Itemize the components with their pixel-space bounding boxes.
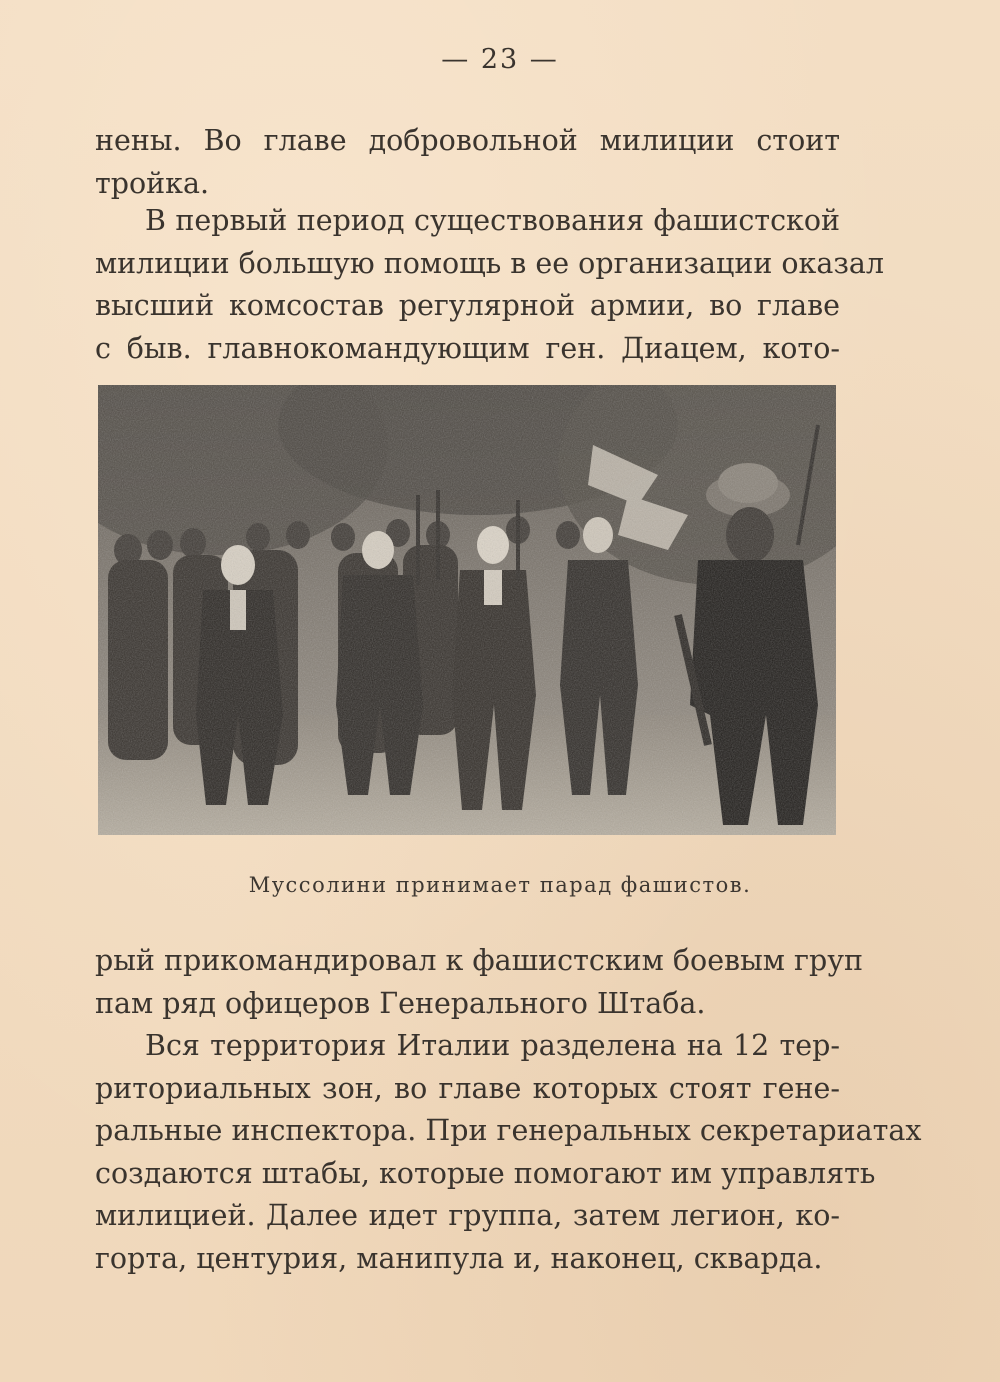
page-number: — 23 —	[441, 44, 559, 75]
text-line: высший комсостав регулярной армии, во главе	[95, 289, 840, 322]
text-line: рый прикомандировал к фашистским боевым груп	[95, 944, 863, 977]
text-line: Вся территория Италии разделена на 12 тер-	[145, 1029, 840, 1062]
photo-caption: Муссолини принимает парад фашистов.	[248, 873, 752, 897]
text-line: создаются штабы, которые помогают им управлять	[95, 1156, 876, 1190]
text-line: тройка.	[95, 166, 210, 200]
paragraph-2	[95, 200, 884, 370]
text-line: нены. Во главе добровольной милиции стоит	[95, 124, 840, 157]
text-line: горта, центурия, манипула и, наконец, скварда.	[95, 1241, 823, 1275]
text-line: пам ряд офицеров Генерального Штаба.	[95, 986, 706, 1020]
photograph-image	[98, 385, 836, 835]
paragraph-4	[95, 1025, 922, 1280]
paragraph-3	[95, 940, 863, 1025]
paragraph-1	[95, 120, 840, 205]
text-line: милиции большую помощь в ее организации оказал	[95, 246, 884, 280]
text-line: милицией. Далее идет группа, затем легион, ко-	[95, 1199, 840, 1232]
text-line: В первый период существования фашистской	[145, 204, 840, 237]
parade-photograph	[98, 385, 836, 835]
text-line: с быв. главнокомандующим ген. Диацем, кото-	[95, 331, 840, 365]
text-line: риториальных зон, во главе которых стоят гене-	[95, 1071, 840, 1105]
text-line: ральные инспектора. При генеральных секретариатах	[95, 1114, 922, 1147]
